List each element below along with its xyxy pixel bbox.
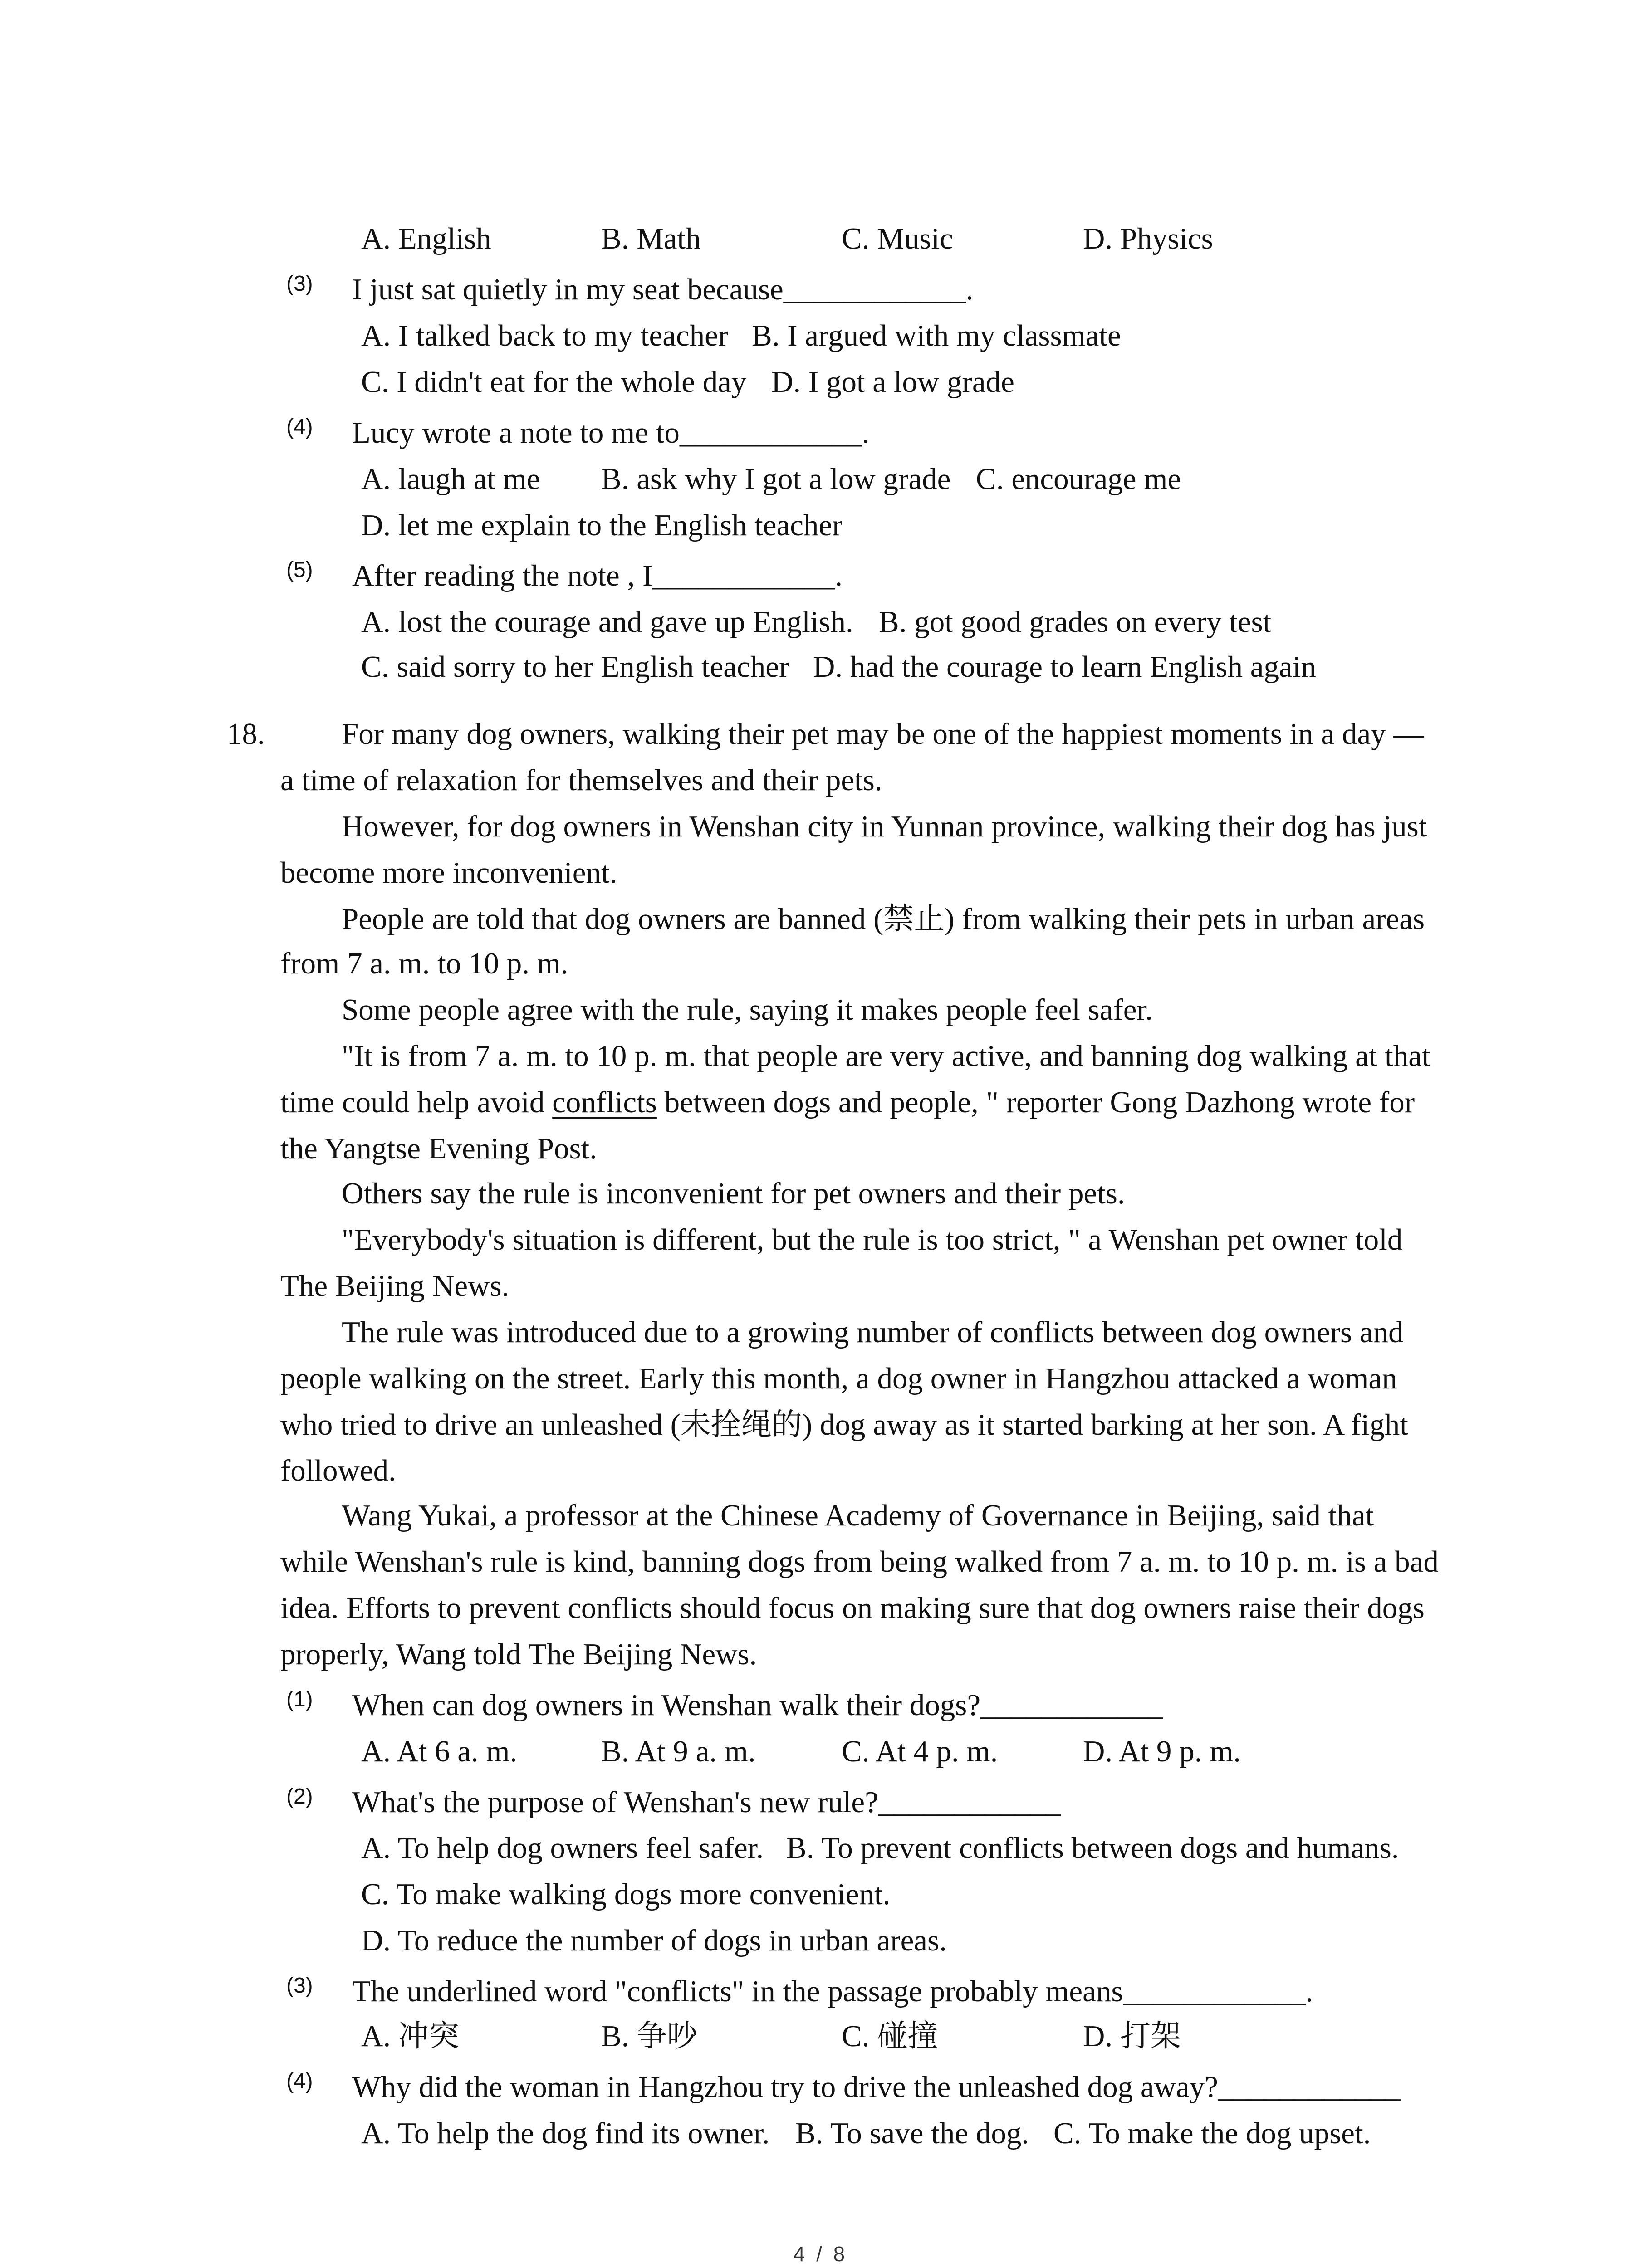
q17-4-stem: Lucy wrote a note to me to____________. (352, 416, 870, 450)
q17-5-option-c: C. said sorry to her English teacher (361, 650, 789, 684)
q18-number: 18. (227, 717, 265, 751)
q18-4-stem: Why did the woman in Hangzhou try to drive the unleashed dog away?____________ (352, 2070, 1401, 2104)
passage-line: from 7 a. m. to 10 p. m. (280, 947, 568, 980)
q17-5-stem: After reading the note , I____________. (352, 559, 843, 592)
q18-3-option-c: C. 碰撞 (842, 2019, 938, 2053)
passage-text: time could help avoid (280, 1085, 553, 1119)
q18-2-option-d: D. To reduce the number of dogs in urban areas. (361, 1924, 947, 1957)
q17-5-option-a: A. lost the courage and gave up English. (361, 605, 853, 639)
q17-2-option-d: D. Physics (1083, 222, 1213, 255)
q18-1-option-a: A. At 6 a. m. (361, 1735, 518, 1768)
passage-text: between dogs and people, " reporter Gong Dazhong wrote for (656, 1085, 1415, 1119)
q18-4-number: (4) (286, 2069, 313, 2093)
passage-line: Some people agree with the rule, saying it makes people feel safer. (342, 993, 1153, 1026)
passage-line: "Everybody's situation is different, but the rule is too strict, " a Wenshan pet owner told (342, 1223, 1403, 1256)
q17-5-option-b: B. got good grades on every test (879, 605, 1272, 639)
q18-3-option-d: D. 打架 (1083, 2019, 1181, 2053)
q17-4-option-d: D. let me explain to the English teacher (361, 508, 843, 542)
q17-3-option-c: C. I didn't eat for the whole day (361, 365, 747, 399)
passage-line: idea. Efforts to prevent conflicts should focus on making sure that dog owners raise their dogs (280, 1591, 1425, 1625)
passage-line: The Beijing News. (280, 1269, 509, 1303)
q17-5-number: (5) (286, 558, 313, 582)
passage-line: become more inconvenient. (280, 856, 617, 890)
passage-line: who tried to drive an unleashed (未拴绳的) dog away as it started barking at her son. A fight (280, 1408, 1408, 1442)
q17-3-option-d: D. I got a low grade (771, 365, 1014, 399)
q18-2-stem: What's the purpose of Wenshan's new rule?____________ (352, 1785, 1061, 1819)
q18-1-number: (1) (286, 1687, 313, 1711)
q18-3-option-a: A. 冲突 (361, 2019, 459, 2053)
q17-4-option-b: B. ask why I got a low grade (601, 462, 951, 496)
q18-3-option-b: B. 争吵 (601, 2019, 698, 2053)
q18-4-option-b: B. To save the dog. (795, 2116, 1029, 2150)
passage-line: Others say the rule is inconvenient for pet owners and their pets. (342, 1177, 1125, 1210)
q18-1-option-d: D. At 9 p. m. (1083, 1735, 1241, 1768)
q18-1-option-b: B. At 9 a. m. (601, 1735, 756, 1768)
q17-4-number: (4) (286, 415, 313, 439)
q18-2-option-a: A. To help dog owners feel safer. (361, 1831, 764, 1865)
q18-3-stem: The underlined word "conflicts" in the passage probably means____________. (352, 1975, 1313, 2008)
underlined-word: conflicts (552, 1085, 657, 1119)
q18-2-option-b: B. To prevent conflicts between dogs and humans. (786, 1831, 1399, 1865)
q17-4-option-a: A. laugh at me (361, 462, 540, 496)
passage-line: the Yangtse Evening Post. (280, 1132, 597, 1165)
page-number: 4 / 8 (793, 2242, 848, 2266)
passage-line: properly, Wang told The Beijing News. (280, 1637, 757, 1671)
q18-4-option-a: A. To help the dog find its owner. (361, 2116, 770, 2150)
q17-2-option-b: B. Math (601, 222, 701, 255)
q18-2-number: (2) (286, 1784, 313, 1809)
q17-3-option-b: B. I argued with my classmate (752, 319, 1121, 352)
passage-line: people walking on the street. Early this month, a dog owner in Hangzhou attacked a woman (280, 1362, 1397, 1395)
passage-line: The rule was introduced due to a growing number of conflicts between dog owners and (342, 1315, 1404, 1349)
q18-4-option-c: C. To make the dog upset. (1053, 2116, 1371, 2150)
q17-5-option-d: D. had the courage to learn English again (813, 650, 1316, 684)
q17-3-option-a: A. I talked back to my teacher (361, 319, 729, 352)
q18-1-stem: When can dog owners in Wenshan walk their dogs?____________ (352, 1688, 1163, 1722)
q17-2-option-a: A. English (361, 222, 491, 255)
passage-line-with-underline (280, 1080, 1415, 1125)
passage-line: However, for dog owners in Wenshan city in Yunnan province, walking their dog has just (342, 810, 1427, 843)
passage-line: "It is from 7 a. m. to 10 p. m. that people are very active, and banning dog walking at that (342, 1039, 1430, 1073)
q18-3-number: (3) (286, 1974, 313, 1998)
passage-line: For many dog owners, walking their pet may be one of the happiest moments in a day — (342, 717, 1424, 751)
passage-line: a time of relaxation for themselves and their pets. (280, 763, 882, 797)
passage-line: followed. (280, 1454, 396, 1487)
q18-1-option-c: C. At 4 p. m. (842, 1735, 998, 1768)
q17-3-stem: I just sat quietly in my seat because____________. (352, 273, 974, 306)
passage-line: while Wenshan's rule is kind, banning dogs from being walked from 7 a. m. to 10 p. m. is a bad (280, 1545, 1439, 1579)
q18-2-option-c: C. To make walking dogs more convenient. (361, 1877, 891, 1911)
passage-line: Wang Yukai, a professor at the Chinese Academy of Governance in Beijing, said that (342, 1499, 1374, 1532)
q17-2-option-c: C. Music (842, 222, 953, 255)
passage-line: People are told that dog owners are banned (禁止) from walking their pets in urban areas (342, 902, 1425, 936)
q17-3-number: (3) (286, 272, 313, 296)
q17-4-option-c: C. encourage me (976, 462, 1181, 496)
